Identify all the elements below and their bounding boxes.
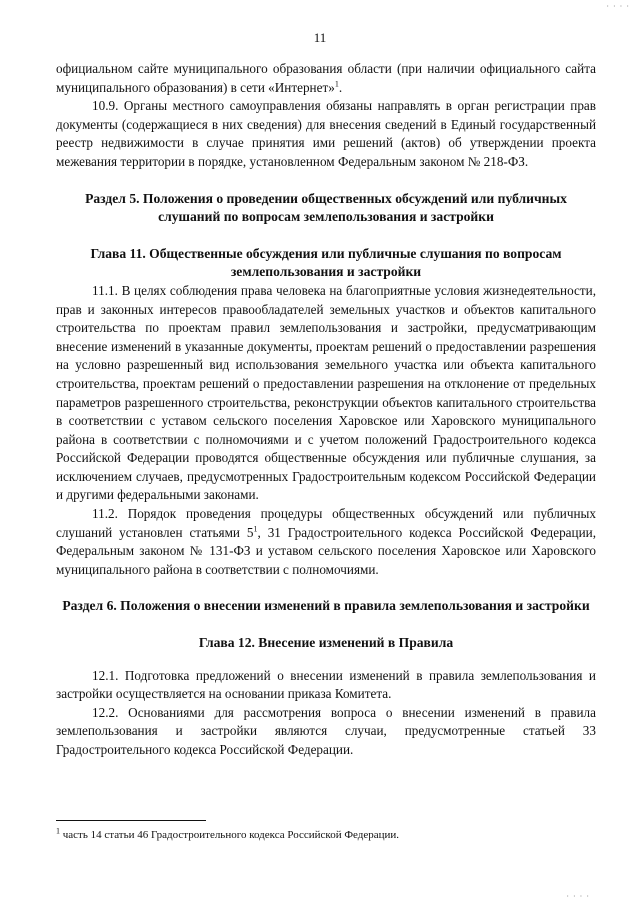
footnote-mark: 1 (56, 826, 60, 836)
paragraph-continuation: официальном сайте муниципального образования области (при наличии официального сайта муниципального образования) в сети «Интернет»$^1$. (56, 61, 596, 95)
section-5-heading: Раздел 5. Положения о проведении общественных обсуждений или публичных слушаний по вопросам землепользования и застройки (85, 190, 567, 225)
paragraph-12-2: 12.2. Основаниями для рассмотрения вопроса о внесении изменений в правила землепользования и застройки являются случаи, предусмотренные статьей 33 Градостроительного кодекса Российской Федерации. (56, 704, 596, 757)
scan-artifact: · · · · (606, 2, 630, 11)
footnote-ref: 1 (253, 524, 258, 534)
chapter-11-heading: Глава 11. Общественные обсуждения или публичные слушания по вопросам землепользования и застройки (90, 245, 562, 280)
section-6-heading: Раздел 6. Положения о внесении изменений в правила землепользования и застройки (62, 598, 590, 614)
page-number: 11 (313, 30, 327, 45)
footnote-ref: 1 (334, 79, 339, 89)
paragraph-11-1: 11.1. В целях соблюдения права человека на благоприятные условия жизнедеятельности, прав и законных интересов правообладателей земельных участков и объектов капитального строительства по проектам правил землепользования и застройки, предусматривающим внесение изменений в указанные документы, проектам решений о предоставлении разрешения на условно разрешенный вид использования земельного участка или объекта капитального строительства, проектам решений о предоставлении разрешения на отклонение от предельных параметров разрешенного строительства, реконструкции объектов капитального строительства в соответствии с уставом сельского поселения Харовское или Харовского муниципального района в соответствии с полномочиями и с учетом положений Градостроительного кодекса Российской Федерации проводятся общественные обсуждения или публичные слушания, за исключением случаев, предусмотренных Градостроительным кодексом Российской Федерации и другими федеральными законами. (56, 282, 596, 503)
document-body (56, 60, 596, 760)
chapter-12-heading: Глава 12. Внесение изменений в Правила (198, 635, 454, 651)
paragraph-10-9: 10.9. Органы местного самоуправления обязаны направлять в орган регистрации прав документы (содержащиеся в них сведения) для внесения сведений в Единый государственный реестр недвижимости в случае принятия ими решений (актов) об утверждении проекта межевания территории в порядке, установленном Федеральным законом № 218-ФЗ. (56, 98, 596, 169)
paragraph-12-1: 12.1. Подготовка предложений о внесении изменений в правила землепользования и застройки осуществляется на основании приказа Комитета. (56, 667, 596, 702)
scan-artifact: · · · · (566, 892, 590, 901)
footnote (56, 828, 596, 842)
paragraph-11-2: 11.2. Порядок проведения процедуры общественных обсуждений или публичных слушаний установлен статьями $5^1$, 31 Градостроительного кодекса Российской Федерации, Федеральным законом № 131-ФЗ и уставом сельского поселения Харовское или Харовского муниципального района в соответствии с полномочиями. (56, 506, 596, 577)
footnote-divider (56, 820, 206, 821)
footnote-text: часть 14 статьи 46 Градостроительного кодекса Российской Федерации. (60, 829, 400, 841)
